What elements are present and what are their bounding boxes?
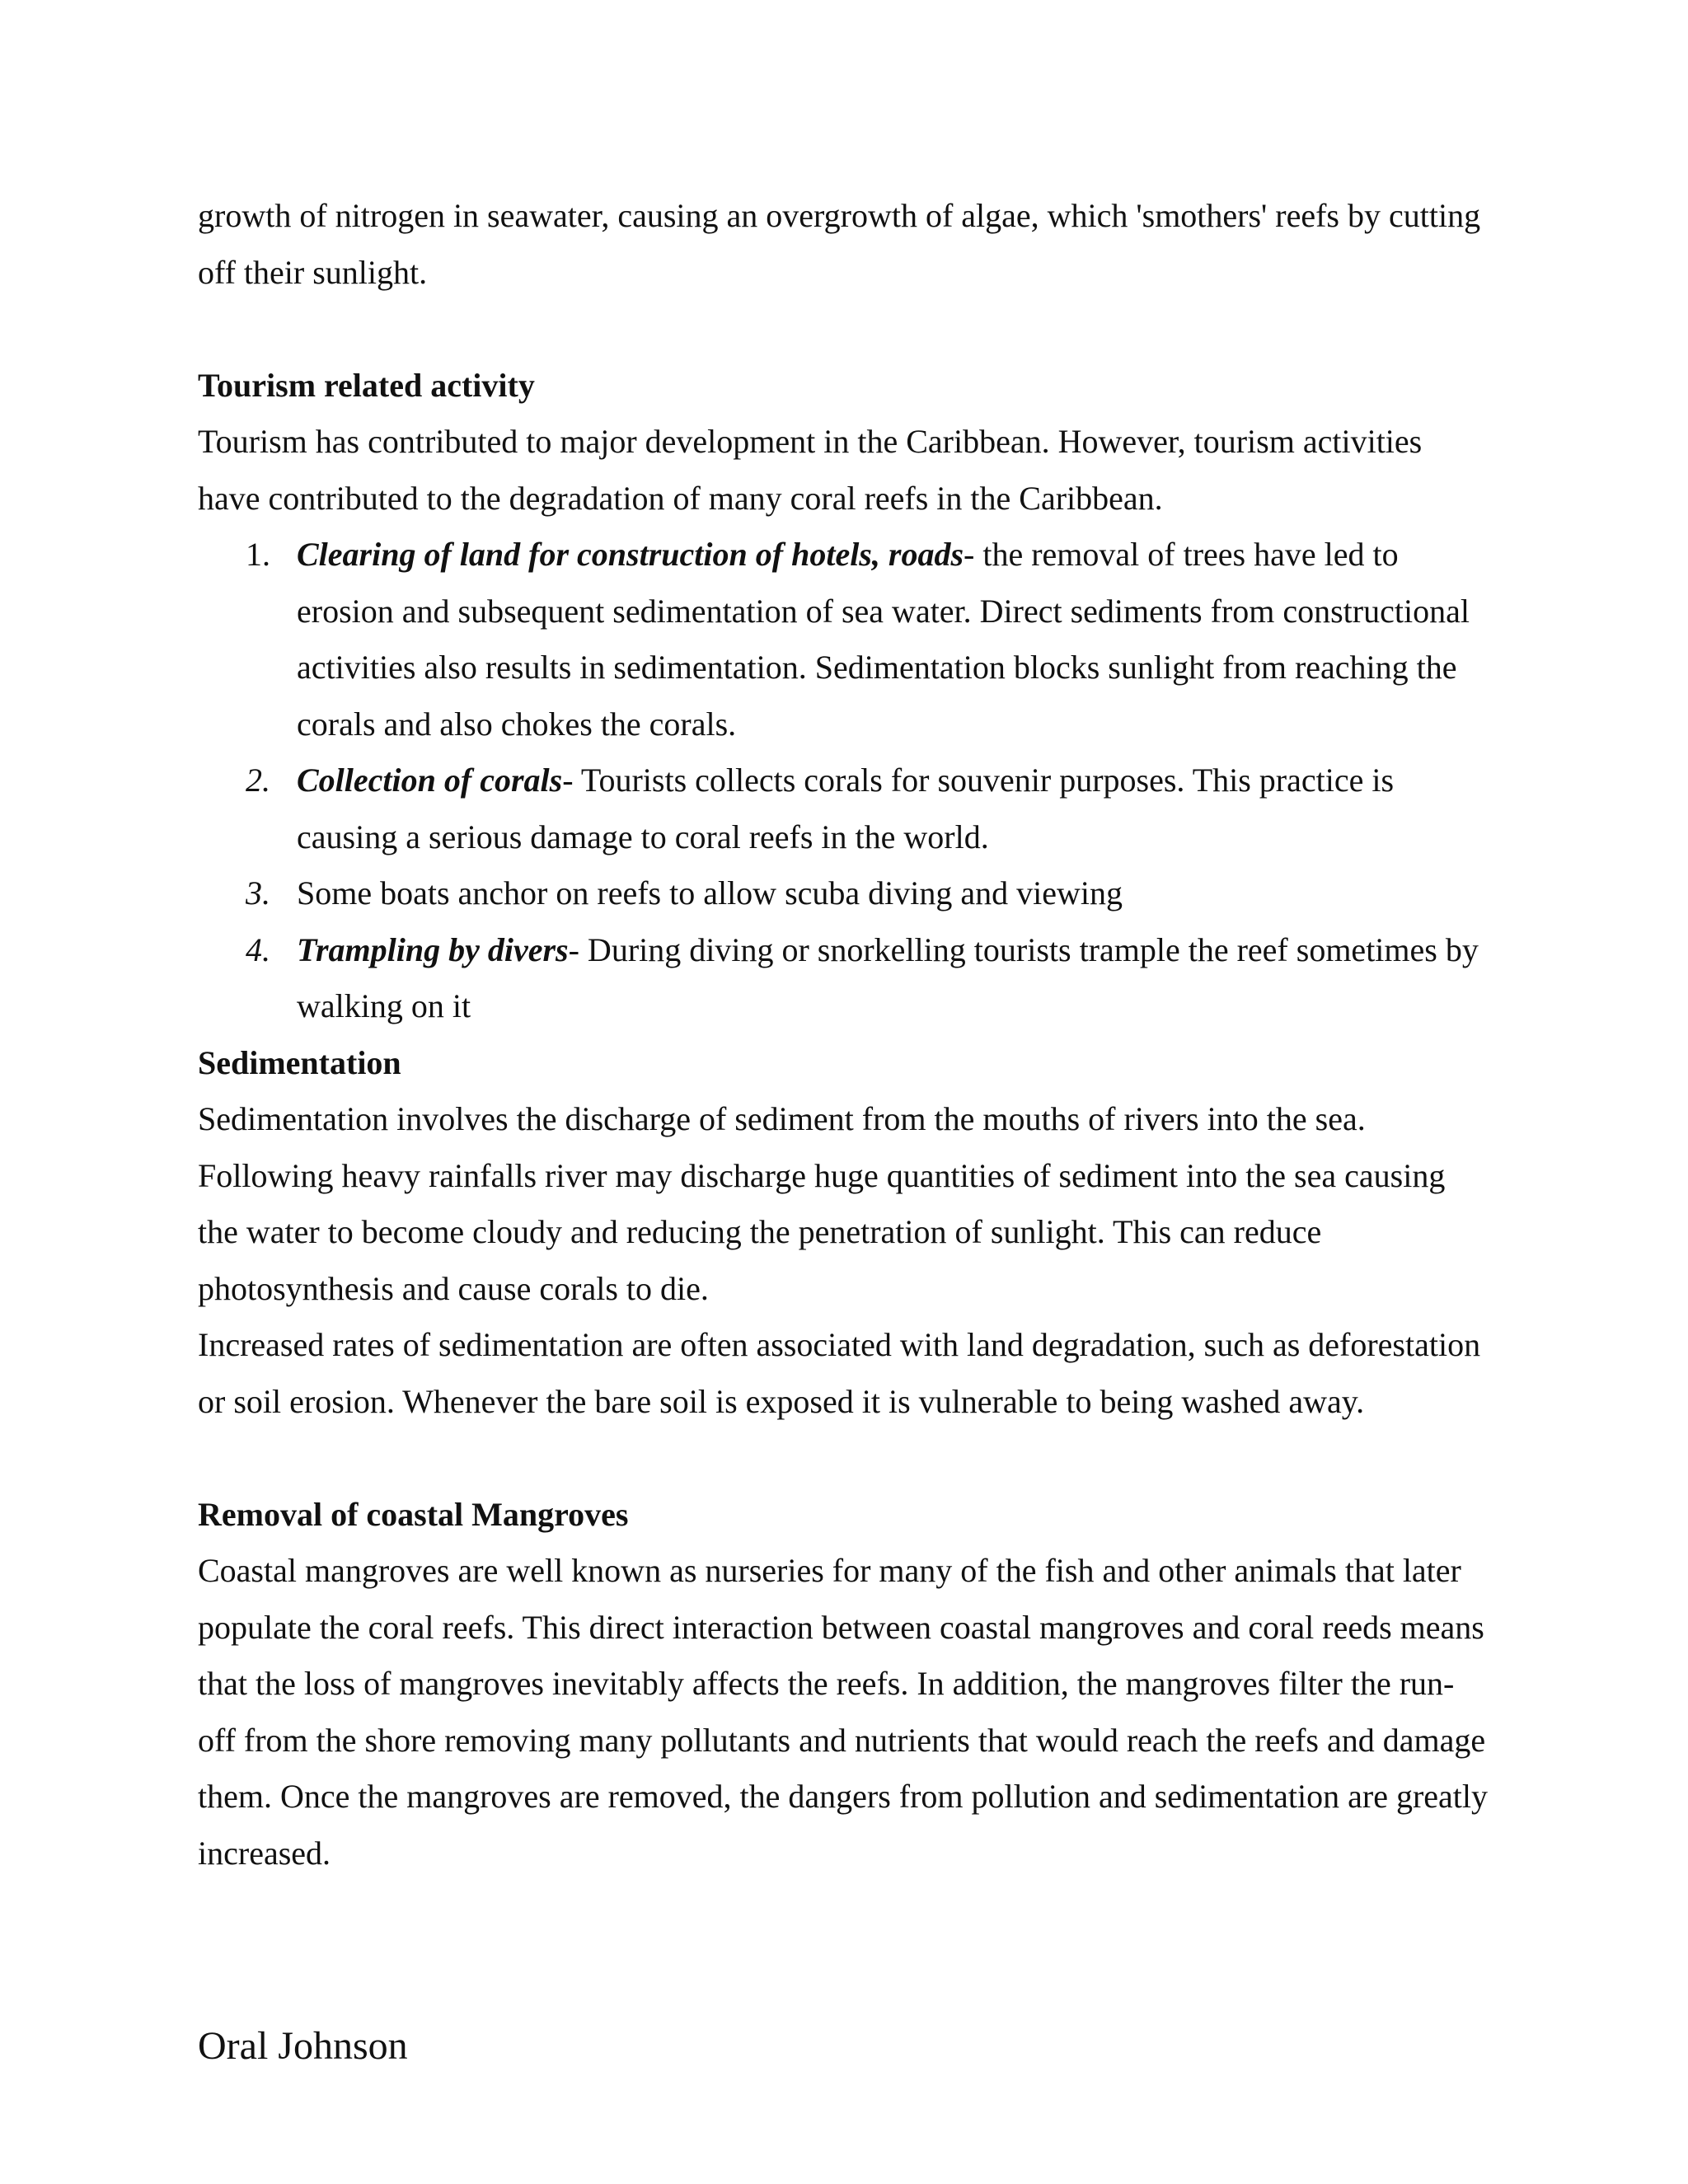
paragraph-gap (198, 1430, 1492, 1487)
list-item (198, 527, 1492, 752)
list-item-text: - the removal of trees have led to erosion and subsequent sedimentation of sea water. Direct sediments from constructional activities also results in sedimentation. Sedimentation blocks sunlight from reaching the corals and also chokes the corals. (297, 536, 1470, 743)
list-number: 4. (246, 930, 270, 968)
list-item-text: - Tourists collects corals for souvenir purposes. This practice is causing a serious damage to coral reefs in the world. (297, 762, 1395, 855)
list-item-lead: Trampling by divers (297, 930, 569, 968)
list-item (198, 752, 1492, 865)
tourism-paragraph: Tourism has contributed to major development in the Caribbean. However, tourism activities have contributed to the degradation of many coral reefs in the Caribbean. (198, 423, 1423, 517)
list-item-lead: Clearing of land for construction of hotels, roads (297, 536, 964, 573)
list-number: 1. (246, 536, 270, 573)
mangroves-heading: Removal of coastal Mangroves (198, 1495, 629, 1533)
list-item-text: - During diving or snorkelling tourists trample the reef sometimes by walking on it (297, 930, 1479, 1024)
list-item-lead: Collection of corals (297, 762, 563, 799)
author-footer: Oral Johnson (198, 2024, 408, 2068)
document-body (198, 188, 1492, 1882)
tourism-list (198, 527, 1492, 1035)
tourism-heading: Tourism related activity (198, 366, 535, 404)
sedimentation-paragraph: Sedimentation involves the discharge of sediment from the mouths of rivers into the sea. Following heavy rainfalls river may discharge huge quantities of sediment into the sea causing the water to become cloudy and reducing the penetration of sunlight. This can reduce photosynthesis and cause corals to die. (198, 1100, 1446, 1307)
sedimentation-paragraph: Increased rates of sedimentation are often associated with land degradation, such as deforestation or soil erosion. Whenever the bare soil is exposed it is vulnerable to being washed away. (198, 1326, 1481, 1420)
list-number: 3. (246, 874, 270, 912)
paragraph-gap (198, 301, 1492, 358)
sedimentation-heading: Sedimentation (198, 1043, 401, 1081)
mangroves-paragraph: Coastal mangroves are well known as nurseries for many of the fish and other animals that later populate the coral reefs. This direct interaction between coastal mangroves and coral reeds means that the loss of mangroves inevitably affects the reefs. In addition, the mangroves filter the run-off from the shore removing many pollutants and nutrients that would reach the reefs and damage them. Once the mangroves are removed, the dangers from pollution and sedimentation are greatly increased. (198, 1552, 1489, 1872)
intro-paragraph: growth of nitrogen in seawater, causing an overgrowth of algae, which 'smothers' reefs by cutting off their sunlight. (198, 197, 1481, 291)
list-number: 2. (246, 762, 270, 799)
list-item (198, 865, 1492, 922)
list-item-text: Some boats anchor on reefs to allow scuba diving and viewing (297, 874, 1123, 912)
list-item (198, 922, 1492, 1035)
